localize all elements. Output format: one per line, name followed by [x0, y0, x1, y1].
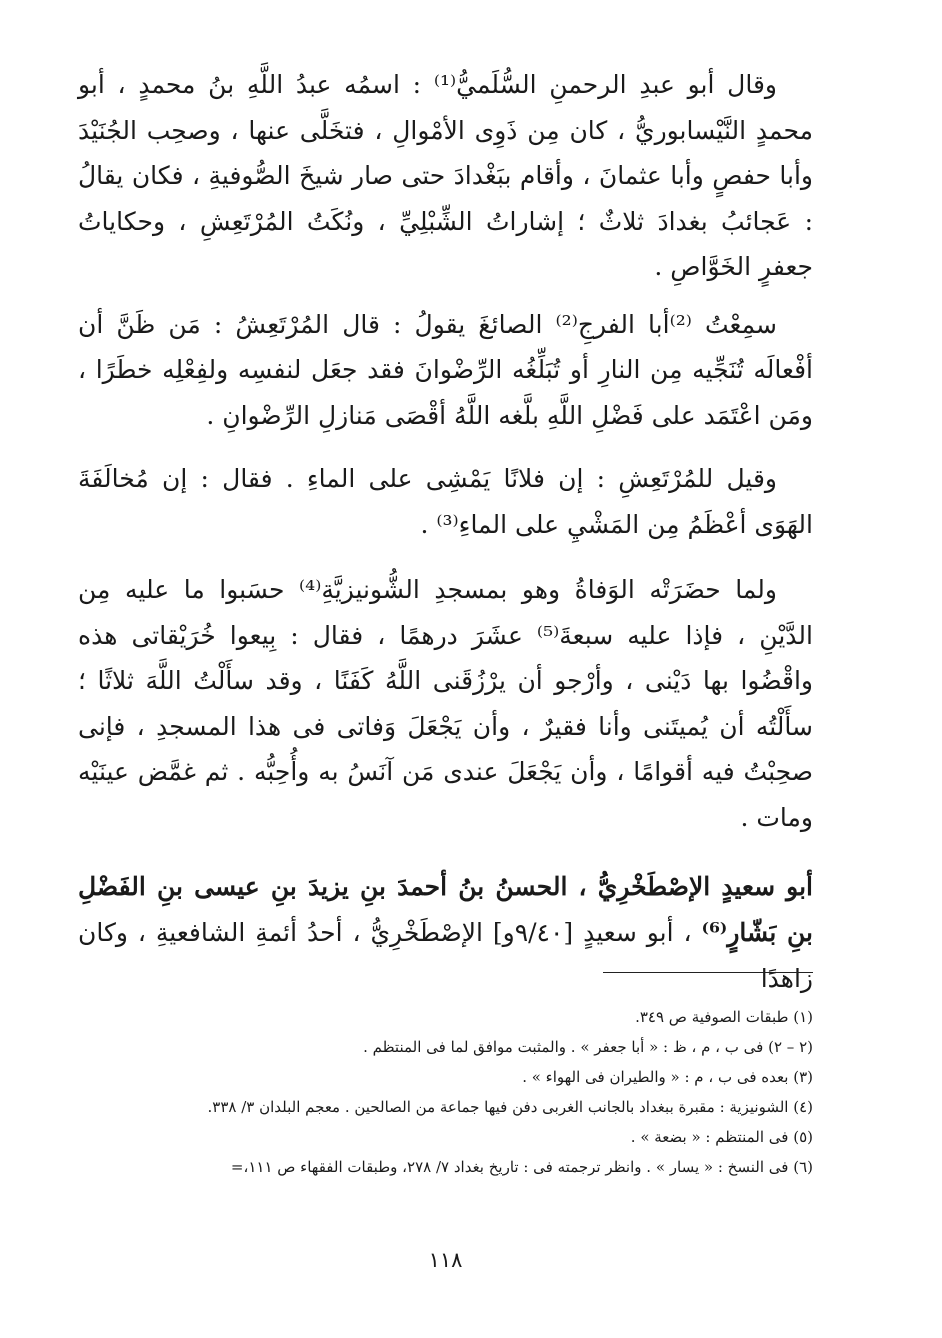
footnote-item: (٥) فى المنتظم : « بضعة » .	[630, 1128, 813, 1146]
footnote-item: (١) طبقات الصوفية ص ٣٤٩.	[635, 1008, 813, 1026]
paragraph-murtaish-saying: سمِعْتُ ⁽²⁾أبا الفرجِ⁽²⁾ الصائغَ يقولُ : قال المُرْتَعِشُ : مَن ظَنَّ أن أفْعالَه تُنَجِّيه مِن النارِ أو تُبَلِّغُه الرِّضْوانَ فقد جعَل لنفسِه ولفِعْلِه خطَرًا ، ومَن اعْتَمَد على فَضْلِ اللَّهِ بلَّغه اللَّهُ أقْصَى مَنازلِ الرِّضْوانِ .	[78, 309, 813, 430]
footnote-item: (٣) بعده فى ب ، م : « والطيران فى الهواء » .	[522, 1068, 813, 1086]
paragraph-death-account: ولما حضَرَتْه الوَفاةُ وهو بمسجدِ الشُّونيزيَّةِ⁽⁴⁾ حسَبوا ما عليه مِن الدَّيْنِ ، فإذا عليه سبعةَ⁽⁵⁾ عشَرَ درهمًا ، فقال : بِيعوا خُرَيْقاتى هذه واقْضُوا بها دَيْنى ، وأرْجو أن يرْزُقَنى اللَّهُ كَفَنًا ، وقد سأَلْتُ اللَّهَ ثلاثًا ؛ سأَلْتُه أن يُميتَنى وأنا فقيرٌ ، وأن يَجْعَلَ وَفاتى فى هذا المسجدِ ، فإنى صحِبْتُ فيه أقوامًا ، وأن يَجْعَلَ عندى مَن آنَسُ به وأُحِبُّه . ثم غمَّض عينَيْه ومات .	[78, 575, 813, 832]
footnote-item: (٤) الشونيزية : مقبرة ببغداد بالجانب الغربى دفن فيها جماعة من الصالحين . معجم البلدان ٣/ ٣٣٨.	[207, 1098, 813, 1116]
footnote-separator	[603, 972, 813, 973]
biography-text: ، أبو سعيدٍ [٩/٤٠و] الإصْطَخْرِيُّ ، أحدُ أئمةِ الشافعيةِ ، وكان زاهدًا	[78, 918, 813, 993]
biography-entry-istakhri	[78, 864, 813, 1002]
biography-heading: أبو سعيدٍ الإصْطَخْرِيُّ ، الحسنُ بنُ أحمدَ بنِ يزيدَ بنِ عيسى بنِ الفَضْلِ بنِ بَشّارٍ⁽⁶⁾	[78, 872, 813, 947]
footnotes-list	[78, 1002, 813, 1182]
footnote-item: (٢ – ٢) فى ب ، م ، ظ : « أبا جعفر » . والمثبت موافق لما فى المنتظم .	[363, 1038, 813, 1056]
page-number: ١١٨	[428, 1248, 463, 1272]
footnote-item: (٦) فى النسخ : « يسار » . وانظر ترجمته فى : تاريخ بغداد ٧/ ٢٧٨، وطبقات الفقهاء ص ١١١،=	[230, 1158, 813, 1176]
paragraph-walking-on-water: وقيل للمُرْتَعِشِ : إن فلانًا يَمْشِى على الماءِ . فقال : إن مُخالَفَةَ الهَوَى أعْظَمُ مِن المَشْيِ على الماءِ⁽³⁾ .	[78, 464, 813, 539]
paragraph-sulami-biography: وقال أبو عبدِ الرحمنِ السُّلَميُّ⁽¹⁾ : اسمُه عبدُ اللَّهِ بنُ محمدٍ ، أبو محمدٍ النَّيْسابوريُّ ، كان مِن ذَوِى الأمْوالِ ، فتخَلَّى عنها ، وصحِب الجُنَيْدَ وأبا حفصٍ وأبا عثمانَ ، وأقام ببَغْدادَ حتى صار شيخَ الصُّوفيةِ ، فكان يقالُ : عَجائبُ بغدادَ ثلاثٌ ؛ إشاراتُ الشِّبْلِيِّ ، ونُكَتُ المُرْتَعِشِ ، وحكاياتُ جعفرٍ الخَوَّاصِ .	[78, 70, 813, 281]
book-page	[78, 62, 813, 1292]
